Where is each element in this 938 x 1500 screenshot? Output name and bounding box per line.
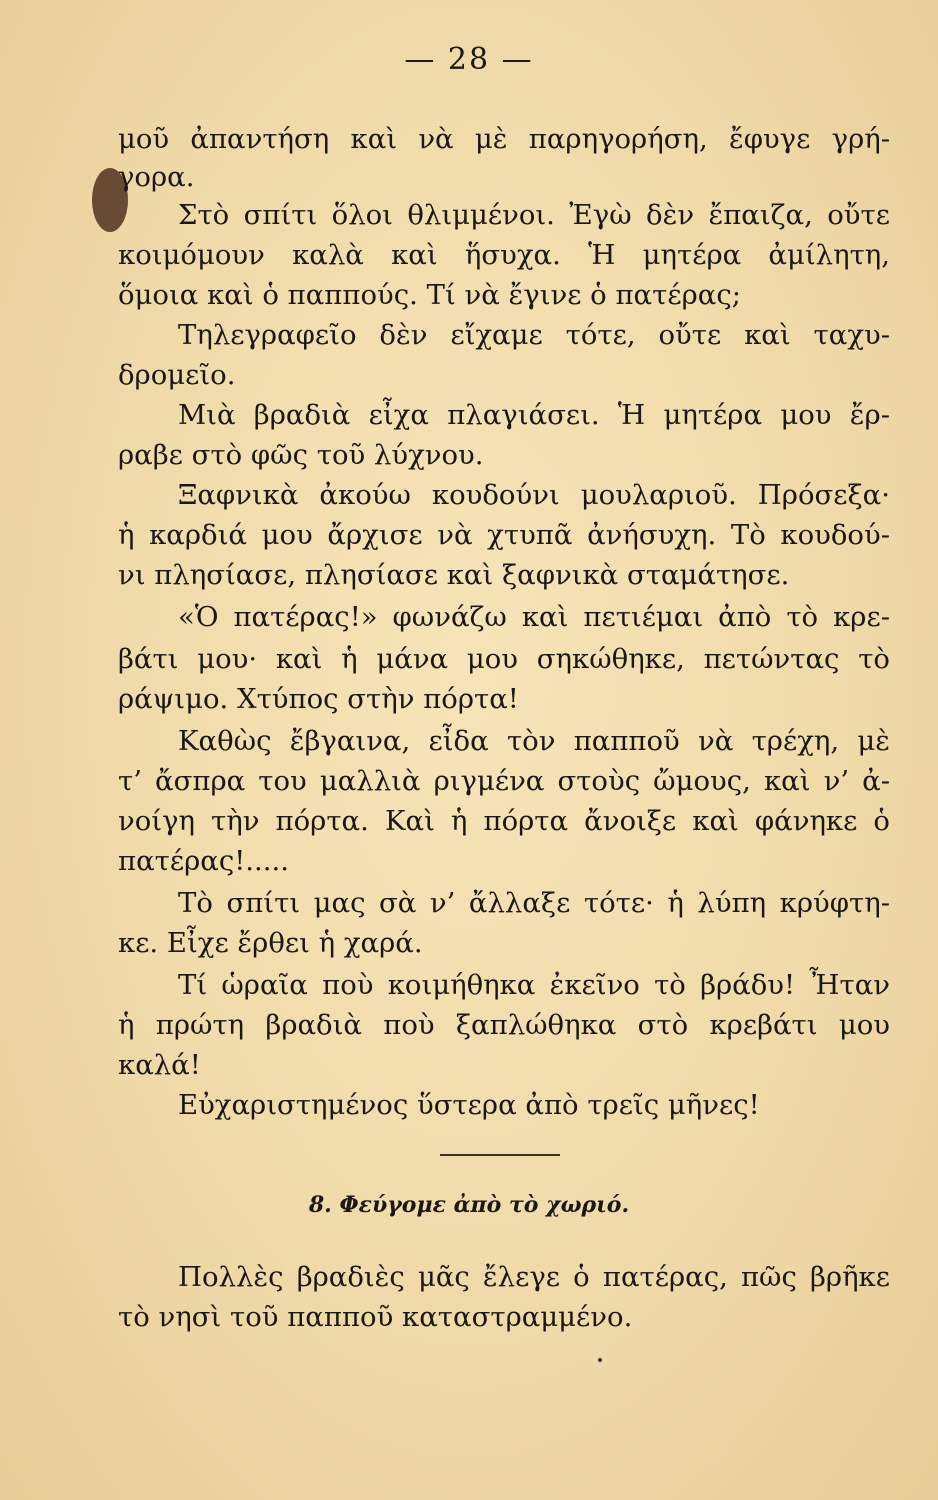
text-line: Καθὼς ἔβγαινα, εἶδα τὸν παπποῦ νὰ τρέχη, μὲ [178, 725, 890, 757]
text-line: Εὐχαριστημένος ὕστερα ἀπὸ τρεῖς μῆνες! [178, 1089, 760, 1121]
section-divider [440, 1154, 560, 1156]
text-line: πατέρας!..... [118, 845, 290, 877]
text-line: κοιμόμουν καλὰ καὶ ἥσυχα. Ἡ μητέρα ἀμίλητη, [118, 239, 890, 271]
text-line: δρομεῖο. [118, 359, 236, 391]
text-line: Τί ὡραῖα ποὺ κοιμήθηκα ἐκεῖνο τὸ βράδυ! Ἦταν [178, 969, 890, 1001]
text-line: νοίγη τὴν πόρτα. Καὶ ἡ πόρτα ἄνοιξε καὶ φάνηκε ὁ [118, 805, 890, 837]
speck [598, 1358, 602, 1362]
text-line: Τὸ σπίτι μας σὰ ν’ ἄλλαξε τότε· ἡ λύπη κρύφτη- [178, 887, 890, 919]
text-line: ράψιμο. Χτύπος στὴν πόρτα! [118, 683, 519, 715]
text-line: Πολλὲς βραδιὲς μᾶς ἔλεγε ὁ πατέρας, πῶς βρῆκε [178, 1261, 890, 1293]
text-line: ραβε στὸ φῶς τοῦ λύχνου. [118, 439, 484, 471]
text-line: Στὸ σπίτι ὅλοι θλιμμένοι. Ἐγὼ δὲν ἔπαιζα, οὔτε [178, 199, 890, 231]
text-line: ἡ καρδιά μου ἄρχισε νὰ χτυπᾶ ἀνήσυχη. Τὸ κουδού- [118, 519, 890, 551]
text-line: νι πλησίασε, πλησίασε καὶ ξαφνικὰ σταμάτησε. [118, 559, 790, 591]
text-line: κε. Εἶχε ἔρθει ἡ χαρά. [118, 927, 423, 959]
text-line: Ξαφνικὰ ἀκούω κουδούνι μουλαριοῦ. Πρόσεξα· [178, 479, 890, 511]
section-heading: 8. Φεύγομε ἀπὸ τὸ χωριό. [308, 1192, 630, 1218]
text-line: τ’ ἄσπρα του μαλλιὰ ριγμένα στοὺς ὤμους, καὶ ν’ ἀ- [118, 765, 890, 797]
text-line: «Ὁ πατέρας!» φωνάζω καὶ πετιέμαι ἀπὸ τὸ κρε- [178, 601, 890, 633]
page-number: — 28 — [404, 42, 534, 77]
text-line: ἡ πρώτη βραδιὰ ποὺ ξαπλώθηκα στὸ κρεβάτι μου [118, 1009, 890, 1041]
text-line: μοῦ ἀπαντήση καὶ νὰ μὲ παρηγορήση, ἔφυγε γρή- [118, 123, 890, 155]
text-line: Μιὰ βραδιὰ εἶχα πλαγιάσει. Ἡ μητέρα μου ἔρ- [178, 399, 890, 431]
text-line: ὅμοια καὶ ὁ παππούς. Τί νὰ ἔγινε ὁ πατέρας; [118, 279, 741, 311]
text-line: καλά! [118, 1049, 201, 1081]
text-line: τὸ νησὶ τοῦ παπποῦ καταστραμμένο. [118, 1301, 633, 1333]
text-line: Τηλεγραφεῖο δὲν εἴχαμε τότε, οὔτε καὶ ταχυ- [178, 319, 890, 351]
text-line: βάτι μου· καὶ ἡ μάνα μου σηκώθηκε, πετώντας τὸ [118, 643, 890, 675]
text-line: γορα. [118, 161, 195, 193]
